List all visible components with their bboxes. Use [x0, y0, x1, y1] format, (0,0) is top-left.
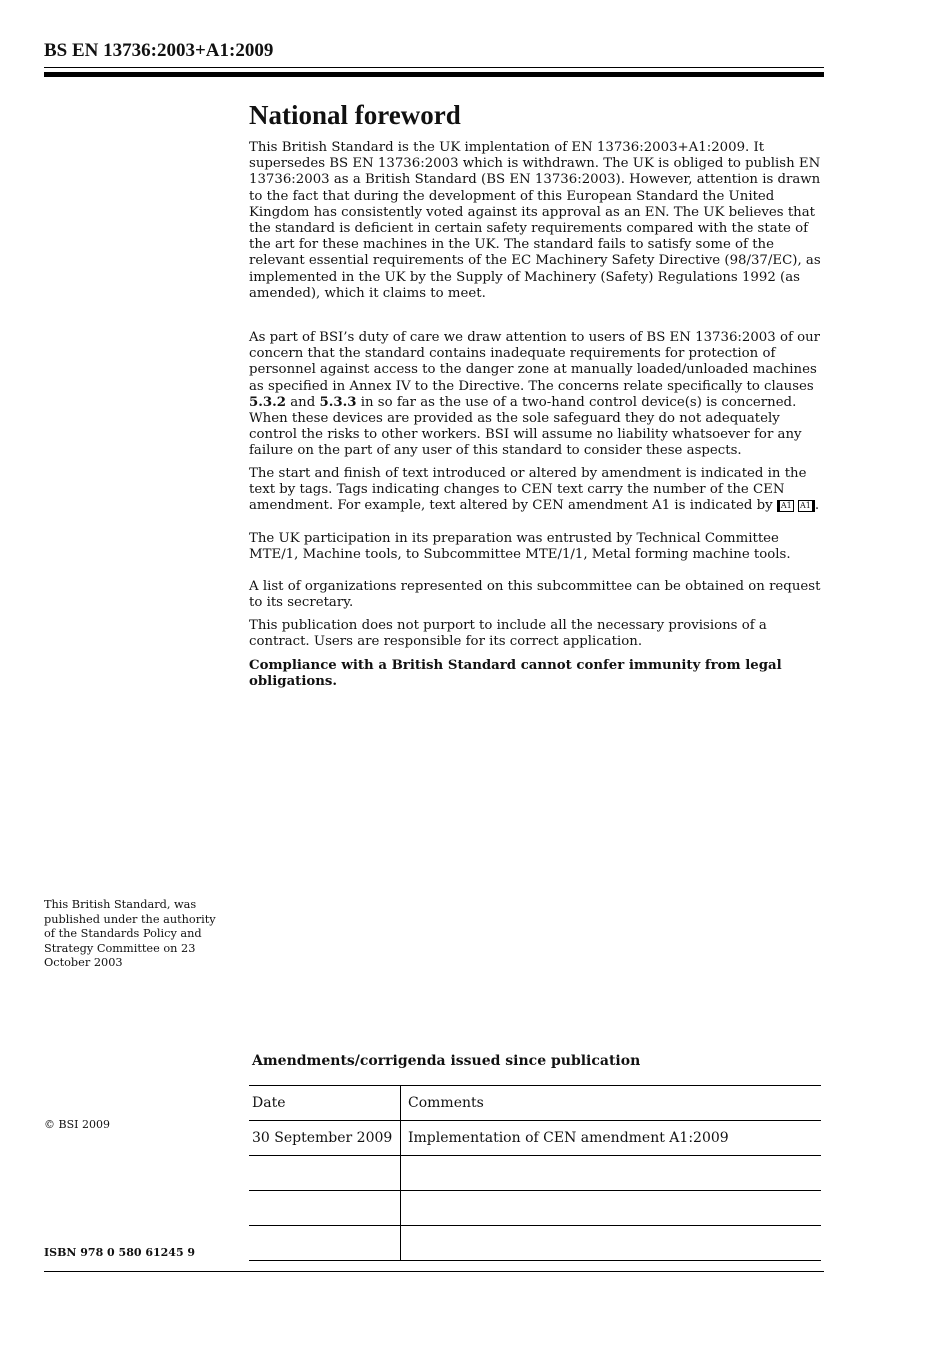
- table-row: [249, 1121, 821, 1156]
- foreword-paragraph-2: [249, 330, 827, 460]
- p2-text-b: and: [286, 394, 320, 410]
- header-rule-thin: [44, 67, 824, 68]
- amendment-open-tag-icon: A1: [777, 500, 794, 512]
- row-date: 30 September 2009: [249, 1121, 401, 1156]
- foreword-paragraph-5: [249, 579, 827, 611]
- foreword-text-1: This British Standard is the UK implentation of EN 13736:2003+A1:2009. It supersedes BS EN 13736:2003 which is withdrawn. The UK is obliged to publish EN 13736:2003 as a British Standard (BS EN 13736:2003). However, attention is drawn to the fact that during the development of this European Standard the United Kingdom has consistently voted against its approval as an EN. The UK believes that the standard is deficient in certain safety requirements compared with the state of the art for these machines in the UK. The standard fails to satisfy some of the relevant essential requirements of the EC Machinery Safety Directive (98/37/EC), as implemented in the UK by the Supply of Machinery (Safety) Regulations 1992 (as amended), which it claims to meet.: [249, 140, 821, 301]
- header-rule-thick: [44, 72, 824, 77]
- row-comment: [401, 1156, 822, 1191]
- row-date: [249, 1226, 401, 1261]
- publication-note: This British Standard, was published under the authority of the Standards Policy and Strategy Committee on 23 October 2003: [44, 898, 216, 970]
- header-comments: Comments: [401, 1086, 822, 1121]
- amendment-close-tag-icon: A1: [798, 500, 815, 512]
- foreword-paragraph-4: [249, 531, 827, 563]
- table-row: [249, 1191, 821, 1226]
- clause-ref-532: 5.3.2: [249, 394, 287, 410]
- foreword-paragraph-7: [249, 658, 827, 690]
- foreword-text-4: The UK participation in its preparation was entrusted by Technical Committee MTE/1, Machine tools, to Subcommittee MTE/1/1, Metal forming machine tools.: [249, 531, 791, 563]
- footer-rule: [44, 1271, 824, 1272]
- row-comment: Implementation of CEN amendment A1:2009: [401, 1121, 822, 1156]
- foreword-paragraph-3: [249, 466, 827, 515]
- row-date: [249, 1191, 401, 1226]
- foreword-paragraph-1: [249, 140, 827, 302]
- p2-text-a: As part of BSI’s duty of care we draw attention to users of BS EN 13736:2003 of our concern that the standard contains inadequate requirements for protection of personnel against access to the danger zone at manually loaded/unloaded machines as specified in Annex IV to the Directive. The concerns relate specifically to clauses: [249, 330, 821, 394]
- isbn: ISBN 978 0 580 61245 9: [44, 1246, 196, 1259]
- table-row: [249, 1156, 821, 1191]
- p2-text-c: in so far as the use of a two-hand control device(s) is concerned. When these devices are provided as the sole safeguard they do not adequately control the risks to other workers. BSI will assume no liability whatsoever for any failure on the part of any user of this standard to consider these aspects.: [249, 394, 802, 459]
- p3-text-a: The start and finish of text introduced or altered by amendment is indicated in the text by tags. Tags indicating changes to CEN text carry the number of the CEN amendment. For example, text altered by CEN amendment A1 is indicated by: [249, 466, 807, 514]
- compliance-statement: Compliance with a British Standard cannot confer immunity from legal obligations.: [249, 658, 782, 690]
- table-header-row: [249, 1086, 821, 1121]
- amendments-table: [249, 1085, 821, 1261]
- copyright: © BSI 2009: [44, 1118, 110, 1131]
- header-date: Date: [249, 1086, 401, 1121]
- amendments-title: Amendments/corrigenda issued since publication: [252, 1053, 641, 1069]
- document-id: BS EN 13736:2003+A1:2009: [44, 40, 274, 61]
- row-comment: [401, 1191, 822, 1226]
- page-title: National foreword: [249, 100, 461, 130]
- clause-ref-533: 5.3.3: [319, 394, 357, 410]
- foreword-paragraph-6: [249, 618, 827, 650]
- p3-end: .: [814, 498, 820, 514]
- table-row: [249, 1226, 821, 1261]
- foreword-text-5: A list of organizations represented on this subcommittee can be obtained on request to its secretary.: [249, 579, 821, 611]
- row-comment: [401, 1226, 822, 1261]
- row-date: [249, 1156, 401, 1191]
- foreword-text-6: This publication does not purport to include all the necessary provisions of a contract. Users are responsible for its correct application.: [249, 618, 767, 650]
